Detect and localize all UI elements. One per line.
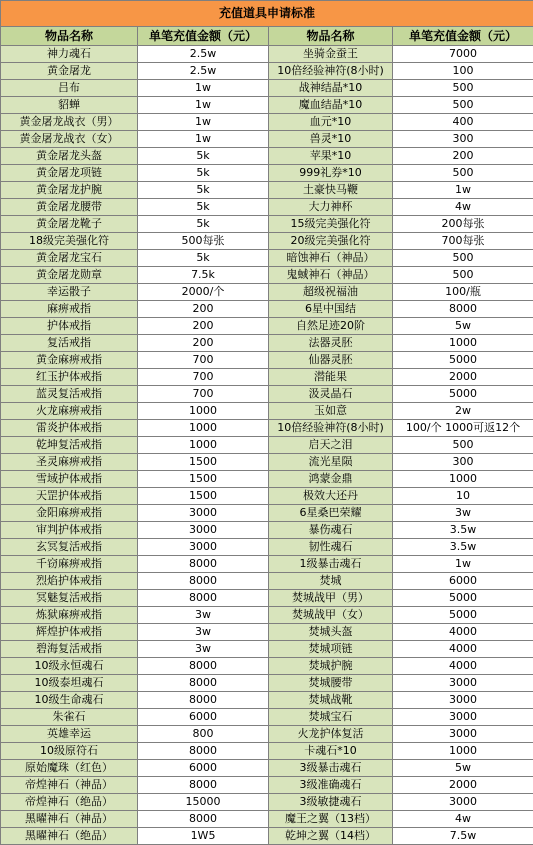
item-name-cell[interactable]: 红玉护体戒指 [1, 369, 138, 386]
table-row [1, 743, 533, 760]
item-name-cell[interactable]: 英雄幸运 [1, 726, 138, 743]
item-name-cell[interactable]: 玄冥复活戒指 [1, 539, 138, 556]
amount-cell[interactable]: 200每张 [393, 216, 533, 233]
amount-cell[interactable]: 8000 [138, 692, 269, 709]
table-row [1, 182, 533, 199]
item-name-cell[interactable]: 潜能果 [269, 369, 393, 386]
item-name-cell[interactable]: 焚城宝石 [269, 709, 393, 726]
amount-cell[interactable]: 1000 [393, 743, 533, 760]
item-name-cell[interactable]: 战神结晶*10 [269, 80, 393, 97]
table-row [1, 97, 533, 114]
table-row [1, 522, 533, 539]
amount-cell[interactable]: 5k [138, 199, 269, 216]
item-name-cell[interactable]: 黑曜神石（绝品） [1, 828, 138, 845]
item-name-cell[interactable]: 麻痹戒指 [1, 301, 138, 318]
amount-cell[interactable]: 1w [138, 97, 269, 114]
item-name-cell[interactable]: 3级敏捷魂石 [269, 794, 393, 811]
table-row [1, 760, 533, 777]
amount-cell[interactable]: 8000 [138, 556, 269, 573]
amount-cell[interactable]: 5000 [393, 386, 533, 403]
item-name-cell[interactable]: 雪域护体戒指 [1, 471, 138, 488]
item-name-cell[interactable]: 土豪快马鞭 [269, 182, 393, 199]
item-name-cell[interactable]: 火龙麻痹戒指 [1, 403, 138, 420]
table-row [1, 641, 533, 658]
amount-cell[interactable]: 10 [393, 488, 533, 505]
item-name-cell[interactable]: 韧性魂石 [269, 539, 393, 556]
amount-cell[interactable]: 2000 [393, 777, 533, 794]
amount-cell[interactable]: 1w [138, 114, 269, 131]
item-name-cell[interactable]: 焚城项链 [269, 641, 393, 658]
item-name-cell[interactable]: 焚城 [269, 573, 393, 590]
item-name-cell[interactable]: 天罡护体戒指 [1, 488, 138, 505]
item-name-cell[interactable]: 千窃麻痹戒指 [1, 556, 138, 573]
item-name-cell[interactable]: 卡魂石*10 [269, 743, 393, 760]
item-name-cell[interactable]: 复活戒指 [1, 335, 138, 352]
table-row [1, 488, 533, 505]
table-row [1, 267, 533, 284]
item-name-cell[interactable]: 坐骑金蚕王 [269, 46, 393, 63]
amount-cell[interactable]: 3000 [393, 726, 533, 743]
table-row [1, 199, 533, 216]
amount-cell[interactable]: 3w [138, 607, 269, 624]
item-name-cell[interactable]: 乾坤之翼（14档） [269, 828, 393, 845]
item-name-cell[interactable]: 暴伤魂石 [269, 522, 393, 539]
table-row [1, 148, 533, 165]
amount-cell[interactable]: 1w [138, 80, 269, 97]
amount-cell[interactable]: 500 [393, 80, 533, 97]
item-name-cell[interactable]: 仙器灵胚 [269, 352, 393, 369]
amount-cell[interactable]: 500 [393, 97, 533, 114]
amount-cell[interactable]: 5k [138, 148, 269, 165]
item-name-cell[interactable]: 20级完美强化符 [269, 233, 393, 250]
amount-cell[interactable]: 1w [393, 556, 533, 573]
item-name-cell[interactable]: 10级原符石 [1, 743, 138, 760]
amount-cell[interactable]: 100/个 1000可返12个 [393, 420, 533, 437]
item-name-cell[interactable]: 貂蝉 [1, 97, 138, 114]
item-name-cell[interactable]: 辉煌护体戒指 [1, 624, 138, 641]
item-name-cell[interactable]: 3级暴击魂石 [269, 760, 393, 777]
table-row [1, 675, 533, 692]
item-name-cell[interactable]: 18级完美强化符 [1, 233, 138, 250]
table-row [1, 420, 533, 437]
title-row [1, 1, 533, 27]
table-row [1, 114, 533, 131]
amount-cell[interactable]: 8000 [138, 658, 269, 675]
item-name-cell[interactable]: 大力神杯 [269, 199, 393, 216]
header-amount-1[interactable]: 单笔充值金额（元） [138, 27, 269, 46]
amount-cell[interactable]: 7000 [393, 46, 533, 63]
amount-cell[interactable]: 3000 [138, 539, 269, 556]
item-name-cell[interactable]: 法器灵胚 [269, 335, 393, 352]
amount-cell[interactable]: 5000 [393, 352, 533, 369]
table-row [1, 250, 533, 267]
table-row [1, 216, 533, 233]
amount-cell[interactable]: 400 [393, 114, 533, 131]
amount-cell[interactable]: 5000 [393, 590, 533, 607]
amount-cell[interactable]: 8000 [138, 590, 269, 607]
amount-cell[interactable]: 3000 [393, 675, 533, 692]
item-name-cell[interactable]: 吕布 [1, 80, 138, 97]
item-name-cell[interactable]: 焚城头盔 [269, 624, 393, 641]
amount-cell[interactable]: 500 [393, 250, 533, 267]
table-row [1, 692, 533, 709]
amount-cell[interactable]: 3w [138, 624, 269, 641]
table-row [1, 386, 533, 403]
item-name-cell[interactable]: 帝煌神石（神品） [1, 777, 138, 794]
item-name-cell[interactable]: 焚城腰带 [269, 675, 393, 692]
table-row [1, 794, 533, 811]
amount-cell[interactable]: 8000 [138, 777, 269, 794]
table-row [1, 505, 533, 522]
amount-cell[interactable]: 500 [393, 267, 533, 284]
table-row [1, 556, 533, 573]
item-name-cell[interactable]: 黄金屠龙战衣（男） [1, 114, 138, 131]
item-name-cell[interactable]: 10级永恒魂石 [1, 658, 138, 675]
table-row [1, 658, 533, 675]
item-name-cell[interactable]: 黄金屠龙靴子 [1, 216, 138, 233]
amount-cell[interactable]: 200 [393, 148, 533, 165]
table-row [1, 233, 533, 250]
item-name-cell[interactable]: 6星中国结 [269, 301, 393, 318]
amount-cell[interactable]: 4w [393, 199, 533, 216]
amount-cell[interactable]: 1000 [138, 437, 269, 454]
item-name-cell[interactable]: 火龙护体复活 [269, 726, 393, 743]
amount-cell[interactable]: 3000 [138, 505, 269, 522]
amount-cell[interactable]: 7.5w [393, 828, 533, 845]
item-name-cell[interactable]: 黄金屠龙项链 [1, 165, 138, 182]
amount-cell[interactable]: 8000 [138, 573, 269, 590]
item-name-cell[interactable]: 超级祝福油 [269, 284, 393, 301]
amount-cell[interactable]: 3.5w [393, 522, 533, 539]
item-name-cell[interactable]: 魔王之翼（13档） [269, 811, 393, 828]
amount-cell[interactable]: 700 [138, 386, 269, 403]
amount-cell[interactable]: 200 [138, 301, 269, 318]
amount-cell[interactable]: 200 [138, 318, 269, 335]
amount-cell[interactable]: 3000 [393, 692, 533, 709]
amount-cell[interactable]: 2.5w [138, 46, 269, 63]
item-name-cell[interactable]: 蓝灵复活戒指 [1, 386, 138, 403]
item-name-cell[interactable]: 护体戒指 [1, 318, 138, 335]
amount-cell[interactable]: 1W5 [138, 828, 269, 845]
amount-cell[interactable]: 300 [393, 454, 533, 471]
item-name-cell[interactable]: 神力魂石 [1, 46, 138, 63]
amount-cell[interactable]: 5k [138, 250, 269, 267]
amount-cell[interactable]: 2000/个 [138, 284, 269, 301]
amount-cell[interactable]: 8000 [138, 743, 269, 760]
table-row [1, 471, 533, 488]
amount-cell[interactable]: 100 [393, 63, 533, 80]
amount-cell[interactable]: 6000 [138, 760, 269, 777]
table-row [1, 335, 533, 352]
item-name-cell[interactable]: 10倍经验神符(8小时) [269, 63, 393, 80]
amount-cell[interactable]: 2000 [393, 369, 533, 386]
amount-cell[interactable]: 1000 [393, 335, 533, 352]
item-name-cell[interactable]: 苹果*10 [269, 148, 393, 165]
item-name-cell[interactable]: 圣灵麻痹戒指 [1, 454, 138, 471]
item-name-cell[interactable]: 金阳麻痹戒指 [1, 505, 138, 522]
table-row [1, 607, 533, 624]
item-name-cell[interactable]: 黄金屠龙 [1, 63, 138, 80]
amount-cell[interactable]: 800 [138, 726, 269, 743]
item-name-cell[interactable]: 兽灵*10 [269, 131, 393, 148]
item-name-cell[interactable]: 焚城战甲（男） [269, 590, 393, 607]
amount-cell[interactable]: 5k [138, 182, 269, 199]
item-name-cell[interactable]: 暗蚀神石（神品） [269, 250, 393, 267]
amount-cell[interactable]: 5000 [393, 607, 533, 624]
item-name-cell[interactable]: 黄金屠龙护腕 [1, 182, 138, 199]
amount-cell[interactable]: 100/瓶 [393, 284, 533, 301]
amount-cell[interactable]: 3000 [393, 709, 533, 726]
item-name-cell[interactable]: 鸿蒙金鼎 [269, 471, 393, 488]
amount-cell[interactable]: 1000 [138, 420, 269, 437]
amount-cell[interactable]: 1500 [138, 488, 269, 505]
table-row [1, 284, 533, 301]
item-name-cell[interactable]: 焚城战靴 [269, 692, 393, 709]
item-name-cell[interactable]: 自然足迹20阶 [269, 318, 393, 335]
item-name-cell[interactable]: 碧海复活戒指 [1, 641, 138, 658]
amount-cell[interactable]: 6000 [393, 573, 533, 590]
item-name-cell[interactable]: 6星桑巴荣耀 [269, 505, 393, 522]
table-row [1, 80, 533, 97]
item-name-cell[interactable]: 原始魔珠（红色） [1, 760, 138, 777]
amount-cell[interactable]: 2w [393, 403, 533, 420]
amount-cell[interactable]: 1000 [138, 403, 269, 420]
item-name-cell[interactable]: 烈焰护体戒指 [1, 573, 138, 590]
amount-cell[interactable]: 2.5w [138, 63, 269, 80]
amount-cell[interactable]: 4000 [393, 641, 533, 658]
item-name-cell[interactable]: 10倍经验神符(8小时) [269, 420, 393, 437]
amount-cell[interactable]: 4w [393, 811, 533, 828]
item-name-cell[interactable]: 朱雀石 [1, 709, 138, 726]
item-name-cell[interactable]: 黄金屠龙勋章 [1, 267, 138, 284]
item-name-cell[interactable]: 3级准确魂石 [269, 777, 393, 794]
item-name-cell[interactable]: 黄金屠龙宝石 [1, 250, 138, 267]
amount-cell[interactable]: 500 [393, 437, 533, 454]
amount-cell[interactable]: 500每张 [138, 233, 269, 250]
item-name-cell[interactable]: 启天之泪 [269, 437, 393, 454]
table-row [1, 709, 533, 726]
amount-cell[interactable]: 1000 [393, 471, 533, 488]
table-row [1, 454, 533, 471]
header-row [1, 27, 533, 46]
item-name-cell[interactable]: 审判护体戒指 [1, 522, 138, 539]
amount-cell[interactable]: 6000 [138, 709, 269, 726]
table-row [1, 131, 533, 148]
item-name-cell[interactable]: 黄金屠龙战衣（女） [1, 131, 138, 148]
amount-cell[interactable]: 8000 [393, 301, 533, 318]
amount-cell[interactable]: 1500 [138, 454, 269, 471]
item-name-cell[interactable]: 10级生命魂石 [1, 692, 138, 709]
item-name-cell[interactable]: 黑曜神石（神品） [1, 811, 138, 828]
table-row [1, 573, 533, 590]
item-name-cell[interactable]: 焚城战甲（女） [269, 607, 393, 624]
amount-cell[interactable]: 3w [138, 641, 269, 658]
item-name-cell[interactable]: 15级完美强化符 [269, 216, 393, 233]
item-name-cell[interactable]: 乾坤复活戒指 [1, 437, 138, 454]
table-title[interactable]: 充值道具申请标准 [1, 1, 533, 27]
amount-cell[interactable]: 5w [393, 318, 533, 335]
amount-cell[interactable]: 200 [138, 335, 269, 352]
item-name-cell[interactable]: 焚城护腕 [269, 658, 393, 675]
table-row [1, 369, 533, 386]
table-row [1, 590, 533, 607]
item-name-cell[interactable]: 10级泰坦魂石 [1, 675, 138, 692]
table-row [1, 624, 533, 641]
item-name-cell[interactable]: 雷炎护体戒指 [1, 420, 138, 437]
header-amount-2[interactable]: 单笔充值金额（元） [393, 27, 533, 46]
amount-cell[interactable]: 5w [393, 760, 533, 777]
item-name-cell[interactable]: 汲灵晶石 [269, 386, 393, 403]
item-name-cell[interactable]: 黄金屠龙腰带 [1, 199, 138, 216]
item-name-cell[interactable]: 冥魅复活戒指 [1, 590, 138, 607]
table-row [1, 726, 533, 743]
amount-cell[interactable]: 3000 [393, 794, 533, 811]
amount-cell[interactable]: 700 [138, 352, 269, 369]
amount-cell[interactable]: 1w [393, 182, 533, 199]
amount-cell[interactable]: 15000 [138, 794, 269, 811]
item-name-cell[interactable]: 鬼蜮神石（神品） [269, 267, 393, 284]
table-row [1, 165, 533, 182]
amount-cell[interactable]: 1w [138, 131, 269, 148]
header-item-name-2[interactable]: 物品名称 [269, 27, 393, 46]
table-row [1, 811, 533, 828]
amount-cell[interactable]: 7.5k [138, 267, 269, 284]
table-row [1, 63, 533, 80]
item-name-cell[interactable]: 血元*10 [269, 114, 393, 131]
item-name-cell[interactable]: 999礼券*10 [269, 165, 393, 182]
table-row [1, 318, 533, 335]
amount-cell[interactable]: 5k [138, 216, 269, 233]
amount-cell[interactable]: 300 [393, 131, 533, 148]
item-name-cell[interactable]: 幸运骰子 [1, 284, 138, 301]
item-name-cell[interactable]: 1级暴击魂石 [269, 556, 393, 573]
item-name-cell[interactable]: 炼狱麻痹戒指 [1, 607, 138, 624]
table-row [1, 46, 533, 63]
header-item-name-1[interactable]: 物品名称 [1, 27, 138, 46]
table-row [1, 403, 533, 420]
item-name-cell[interactable]: 玉如意 [269, 403, 393, 420]
amount-cell[interactable]: 500 [393, 165, 533, 182]
item-name-cell[interactable]: 魔血结晶*10 [269, 97, 393, 114]
item-name-cell[interactable]: 帝煌神石（绝品） [1, 794, 138, 811]
table-row [1, 828, 533, 845]
amount-cell[interactable]: 1500 [138, 471, 269, 488]
amount-cell[interactable]: 5k [138, 165, 269, 182]
amount-cell[interactable]: 3.5w [393, 539, 533, 556]
item-name-cell[interactable]: 黄金屠龙头盔 [1, 148, 138, 165]
amount-cell[interactable]: 8000 [138, 675, 269, 692]
table-row [1, 301, 533, 318]
table-row [1, 777, 533, 794]
amount-cell[interactable]: 8000 [138, 811, 269, 828]
amount-cell[interactable]: 4000 [393, 624, 533, 641]
table-row [1, 352, 533, 369]
amount-cell[interactable]: 700 [138, 369, 269, 386]
amount-cell[interactable]: 4000 [393, 658, 533, 675]
item-name-cell[interactable]: 流光星陨 [269, 454, 393, 471]
table-row [1, 539, 533, 556]
amount-cell[interactable]: 3w [393, 505, 533, 522]
item-name-cell[interactable]: 极效大还丹 [269, 488, 393, 505]
amount-cell[interactable]: 700每张 [393, 233, 533, 250]
amount-cell[interactable]: 3000 [138, 522, 269, 539]
table-row [1, 437, 533, 454]
item-name-cell[interactable]: 黄金麻痹戒指 [1, 352, 138, 369]
